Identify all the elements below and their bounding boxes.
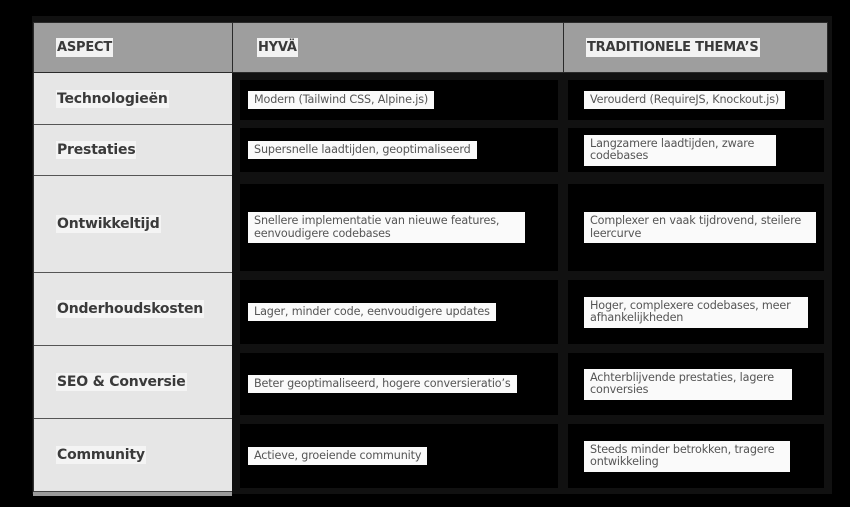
hyva-cell bbox=[240, 280, 558, 344]
hyva-cell bbox=[240, 80, 558, 120]
traditional-cell bbox=[568, 184, 824, 271]
hyva-text: Actieve, groeiende community bbox=[248, 447, 427, 466]
table-header-row bbox=[33, 22, 828, 73]
aspect-label: Ontwikkeltijd bbox=[57, 216, 160, 232]
hyva-text: Lager, minder code, eenvoudigere updates bbox=[248, 303, 496, 322]
hyva-cell bbox=[240, 184, 558, 271]
aspect-cell bbox=[34, 273, 232, 346]
aspect-cell bbox=[34, 125, 232, 176]
header-aspect bbox=[34, 23, 233, 72]
aspect-column bbox=[33, 73, 232, 493]
traditional-text: Verouderd (RequireJS, Knockout.js) bbox=[584, 91, 785, 110]
table-shadow bbox=[33, 492, 232, 496]
traditional-text: Achterblijvende prestaties, lagere conversies bbox=[584, 369, 792, 400]
traditional-text: Complexer en vaak tijdrovend, steilere leercurve bbox=[584, 212, 816, 243]
traditional-cell bbox=[568, 424, 824, 488]
hyva-cell bbox=[240, 128, 558, 172]
traditional-cell bbox=[568, 128, 824, 172]
aspect-label: Prestaties bbox=[57, 142, 136, 158]
traditional-cell bbox=[568, 280, 824, 344]
aspect-cell bbox=[34, 346, 232, 419]
aspect-label: SEO & Conversie bbox=[57, 374, 186, 390]
hyva-text: Snellere implementatie van nieuwe features, eenvoudigere codebases bbox=[248, 212, 525, 243]
header-aspect-label: ASPECT bbox=[57, 40, 113, 55]
traditional-cell bbox=[568, 80, 824, 120]
traditional-cell bbox=[568, 353, 824, 415]
header-hyva-label: HYVÄ bbox=[258, 40, 297, 55]
header-traditional-label: TRADITIONELE THEMA’S bbox=[587, 40, 759, 55]
traditional-text: Hoger, complexere codebases, meer afhankelijkheden bbox=[584, 297, 808, 328]
hyva-text: Supersnelle laadtijden, geoptimaliseerd bbox=[248, 141, 477, 160]
aspect-label: Community bbox=[57, 447, 145, 463]
aspect-cell bbox=[34, 73, 232, 125]
hyva-cell bbox=[240, 424, 558, 488]
traditional-text: Steeds minder betrokken, tragere ontwikkeling bbox=[584, 441, 790, 472]
aspect-cell bbox=[34, 176, 232, 273]
hyva-text: Beter geoptimaliseerd, hogere conversieratio’s bbox=[248, 375, 517, 394]
hyva-text: Modern (Tailwind CSS, Alpine.js) bbox=[248, 91, 434, 110]
aspect-cell bbox=[34, 419, 232, 491]
header-hyva bbox=[233, 23, 564, 72]
hyva-cell bbox=[240, 353, 558, 415]
aspect-label: Technologieën bbox=[57, 90, 168, 107]
traditional-text: Langzamere laadtijden, zware codebases bbox=[584, 135, 776, 166]
header-traditional bbox=[564, 23, 828, 72]
aspect-label: Onderhoudskosten bbox=[57, 301, 204, 317]
